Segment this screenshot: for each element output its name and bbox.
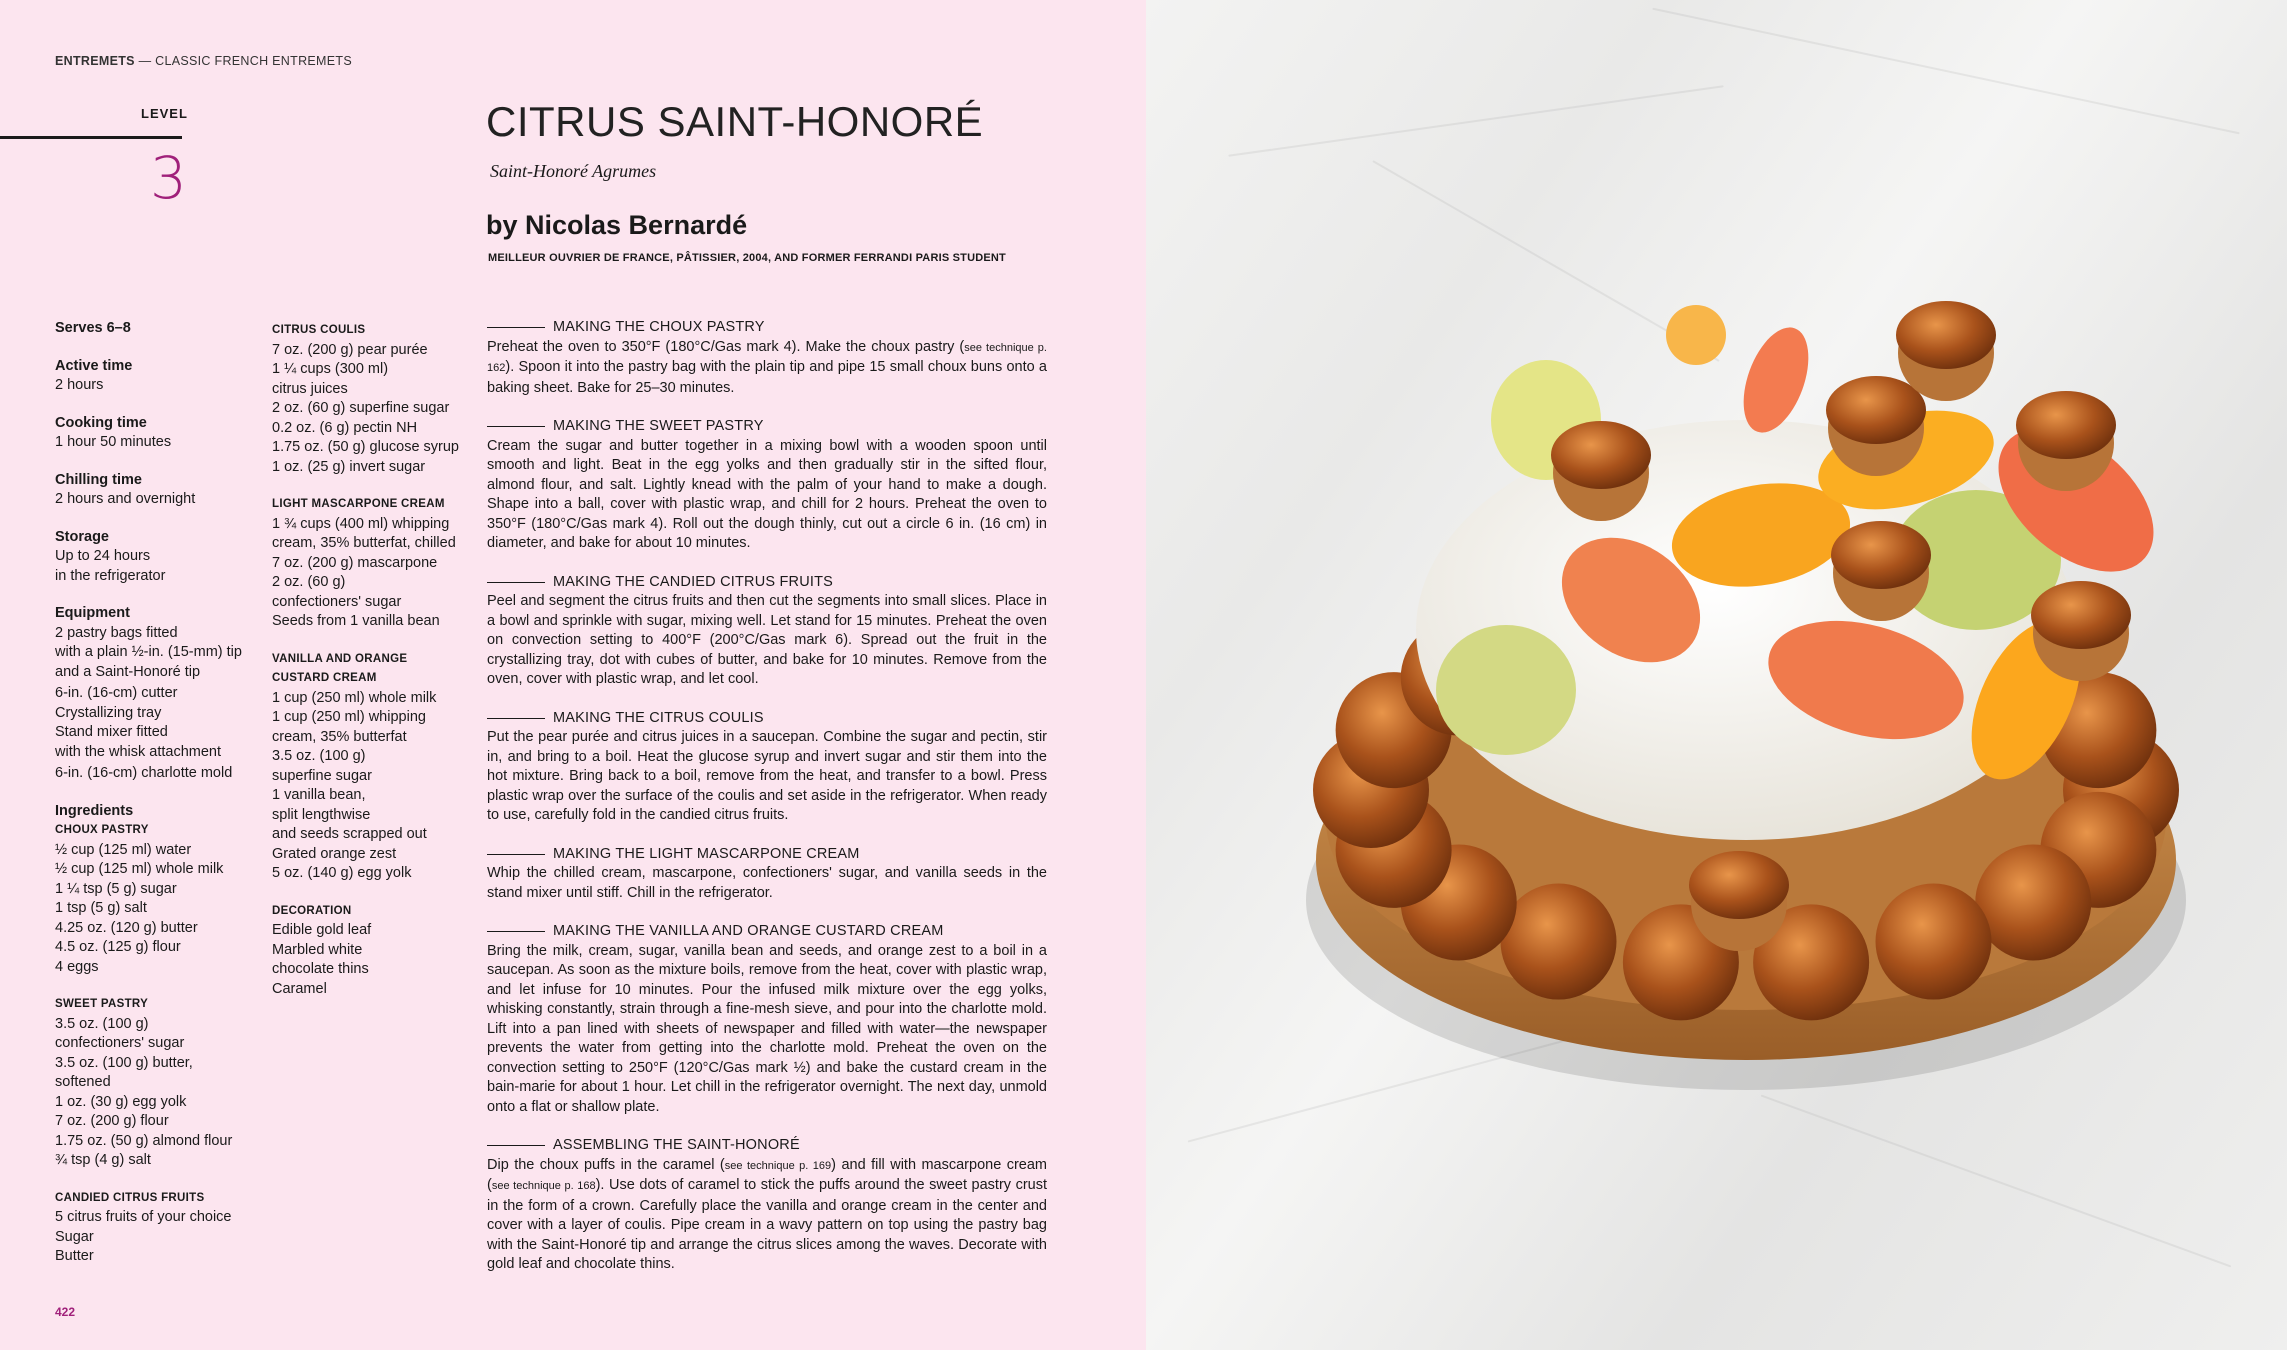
step [487, 1136, 1047, 1275]
equipment-item: and a Saint-Honoré tip [55, 663, 201, 680]
ingredient-item: 3.5 oz. (100 g) [272, 748, 366, 764]
ingredient-item: Butter [55, 1248, 94, 1264]
ingredient-item: 1 ¾ cups (400 ml) whipping [272, 515, 450, 532]
step-heading: MAKING THE CITRUS COULIS [553, 709, 764, 726]
step-text: Dip the choux puffs in the caramel (see technique p. 169) and fill with mascarpone cream (see technique p. 168). Use dots of caramel to stick the puffs around the sweet pastry crust in the form of a crown. Carefully place the vanilla and orange cream in the center and cover with a layer of coulis. Pipe cream in a wavy pattern on top using the pastry bag with the Saint-Honoré tip and arrange the citrus slices among the waves. Decorate with gold leaf and chocolate thins. [487, 1156, 1047, 1272]
equipment-item: 6-in. (16-cm) charlotte mold [55, 765, 233, 781]
ingredient-item: cream, 35% butterfat, chilled [272, 535, 456, 551]
mascarpone-heading: LIGHT MASCARPONE CREAM [272, 498, 445, 510]
ingredient-item: 5 citrus fruits of your choice [55, 1209, 232, 1225]
ingredient-item: 5 oz. (140 g) egg yolk [272, 865, 412, 881]
ingredient-item: citrus juices [272, 380, 348, 397]
ingredient-item: 1.75 oz. (50 g) almond flour [55, 1132, 233, 1149]
step [487, 318, 1047, 398]
step-text: Peel and segment the citrus fruits and then cut the segments into small slices. Place in a bowl and sprinkle with sugar, mixing well. Let stand for 15 minutes. Preheat the oven on convection setting to 400°F (200°C/Gas mark 6). Spread out the fruit in the crystallizing tray, dot with cubes of butter, and bake for 10 minutes. Remove from the oven, cover with plastic wrap, and let cool. [487, 593, 1047, 687]
active-time-label: Active time [55, 357, 133, 374]
recipe-subtitle: Saint-Honoré Agrumes [490, 161, 657, 181]
ingredient-item: 4.25 oz. (120 g) butter [55, 919, 198, 936]
ingredient-item: 2 oz. (60 g) superfine sugar [272, 400, 450, 416]
step [487, 922, 1047, 1117]
running-head-section: ENTREMETS [55, 54, 135, 68]
storage-value: Up to 24 hours [55, 548, 151, 564]
ingredient-item: Marbled white [272, 941, 363, 958]
equipment-item: with a plain ½-in. (15-mm) tip [55, 644, 242, 660]
level-number: 3 [150, 144, 187, 212]
step-heading: MAKING THE CHOUX PASTRY [553, 319, 765, 335]
storage-value: in the refrigerator [55, 567, 166, 584]
decoration-heading: DECORATION [272, 904, 352, 917]
step-heading: MAKING THE SWEET PASTRY [553, 418, 764, 434]
caramel-glaze [2031, 581, 2131, 649]
ingredient-item: 1 cup (250 ml) whole milk [272, 689, 437, 706]
choux-puff [1501, 884, 1617, 1000]
cooking-time-label: Cooking time [55, 414, 147, 431]
level-label: LEVEL [141, 106, 188, 121]
equipment-item: Crystallizing tray [55, 704, 162, 721]
chilling-time-label: Chilling time [55, 471, 142, 488]
step-heading: MAKING THE CANDIED CITRUS FRUITS [553, 573, 834, 590]
ingredient-item: 4 eggs [55, 958, 99, 975]
serves: Serves 6–8 [55, 320, 131, 336]
running-head-sub: CLASSIC FRENCH ENTREMETS [155, 54, 352, 68]
ingredient-item: confectioners' sugar [55, 1035, 185, 1051]
ingredient-item: ¾ tsp (4 g) salt [55, 1152, 151, 1168]
step-text: Cream the sugar and butter together in a mixing bowl with a wooden spoon until smooth and light. Beat in the egg yolks and then gradually stir in the sifted flour, almond flour, and salt. Lightly knead with the palm of your hand to make a dough. Shape into a ball, cover with plastic wrap, and chill for 2 hours. Preheat the oven to 350°F (180°C/Gas mark 4). Roll out the dough thinly, cut out a circle 6 in. (16 cm) in diameter, and bake for about 10 minutes. [487, 437, 1047, 551]
ingredient-item: 3.5 oz. (100 g) butter, [55, 1054, 193, 1071]
ingredients-label: Ingredients [55, 802, 134, 819]
ingredient-item: 7 oz. (200 g) flour [55, 1113, 169, 1129]
caramel-glaze [1551, 421, 1651, 489]
technique-ref: see technique p. 168 [491, 1180, 596, 1192]
ingredient-item: Edible gold leaf [272, 922, 372, 938]
equipment-label: Equipment [55, 605, 130, 621]
ingredient-item: 3.5 oz. (100 g) [55, 1015, 149, 1032]
page-number: 422 [55, 1305, 76, 1319]
choux-puff [1975, 844, 2091, 960]
ingredient-item: 7 oz. (200 g) pear purée [272, 341, 428, 358]
ingredient-item: split lengthwise [272, 806, 371, 823]
step [487, 845, 1047, 904]
step-heading: MAKING THE VANILLA AND ORANGE CUSTARD CREAM [553, 923, 944, 939]
ingredient-item: Seeds from 1 vanilla bean [272, 613, 440, 629]
ingredient-item: cream, 35% butterfat [272, 728, 407, 745]
step-text: Whip the chilled cream, mascarpone, confectioners' sugar, and vanilla seeds in the stand mixer until stiff. Chill in the refrigerator. [487, 865, 1047, 901]
technique-ref: see technique p. 169 [724, 1159, 832, 1172]
ingredient-item: 1 vanilla bean, [272, 787, 366, 803]
ingredient-item: superfine sugar [272, 767, 372, 784]
caramel-glaze [1896, 301, 1996, 369]
ingredient-item: Grated orange zest [272, 845, 397, 862]
custard-heading: CUSTARD CREAM [272, 672, 377, 684]
method-steps [487, 318, 1047, 1294]
ingredient-item: Sugar [55, 1228, 94, 1245]
ingredient-item: 1 tsp (5 g) salt [55, 900, 147, 916]
step-text: Bring the milk, cream, sugar, vanilla bean and seeds, and orange zest to a boil in a saucepan. As soon as the mixture boils, remove from the heat, cover with plastic wrap, and let infuse for 10 minutes. Pour the infused milk mixture over the egg yolks, whisking constantly, strain through a fine-mesh sieve, and pour into the charlotte mold. Lift into a pan lined with sheets of newspaper and filled with water—the newspaper prevents the water from getting into the charlotte mold. Preheat the oven on the convection setting to 250°F (120°C/Gas mark ½) and bake the custard cream in the bain-marie for about 1 hour. Let chill in the refrigerator overnight. The next day, unmold onto a flat or shallow plate. [487, 942, 1047, 1115]
caramel-glaze [1689, 851, 1789, 919]
ingredient-item: and seeds scrapped out [272, 826, 427, 842]
storage-label: Storage [55, 528, 109, 545]
active-time-value: 2 hours [55, 377, 104, 393]
ingredient-item: 1.75 oz. (50 g) glucose syrup [272, 439, 459, 455]
choux-puff [1876, 884, 1992, 1000]
custard-heading: VANILLA AND ORANGE [272, 652, 408, 665]
ingredient-item: ½ cup (125 ml) whole milk [55, 861, 224, 877]
saint-honore-cake-illustration [1146, 0, 2287, 1350]
author-name: by Nicolas Bernardé [486, 210, 748, 240]
step [487, 417, 1047, 554]
running-head [55, 54, 352, 68]
step [487, 709, 1047, 826]
equipment-item: Stand mixer fitted [55, 724, 168, 740]
ingredient-item: chocolate thins [272, 961, 369, 977]
step [487, 573, 1047, 690]
equipment-item: with the whisk attachment [55, 743, 222, 760]
cake-photo [1146, 0, 2287, 1350]
caramel-glaze [1831, 521, 1931, 589]
equipment-item: 2 pastry bags fitted [55, 624, 178, 641]
ingredient-item: Caramel [272, 980, 327, 997]
choux-heading: CHOUX PASTRY [55, 824, 149, 836]
coulis-heading: CITRUS COULIS [272, 324, 366, 336]
step-heading: MAKING THE LIGHT MASCARPONE CREAM [553, 845, 860, 862]
ingredients-column [272, 321, 482, 999]
ingredient-item: 4.5 oz. (125 g) flour [55, 939, 181, 955]
candied-heading: CANDIED CITRUS FRUITS [55, 1191, 205, 1204]
ingredient-item: 0.2 oz. (6 g) pectin NH [272, 419, 418, 436]
step-heading: ASSEMBLING THE SAINT-HONORÉ [553, 1137, 800, 1153]
ingredient-item: 7 oz. (200 g) mascarpone [272, 554, 438, 571]
technique-ref: see technique p. 162 [487, 341, 1047, 374]
step-text: Preheat the oven to 350°F (180°C/Gas mark 4). Make the choux pastry (see technique p. 162). Spoon it into the pastry bag with the plain tip and pipe 15 small choux buns onto a baking sheet. Bake for 25–30 minutes. [487, 338, 1047, 396]
running-head-sep: — [134, 54, 156, 68]
ingredient-item: 1 oz. (30 g) egg yolk [55, 1093, 187, 1110]
ingredient-item: 1 ¼ tsp (5 g) sugar [55, 880, 177, 897]
ingredient-item: 1 oz. (25 g) invert sugar [272, 458, 426, 475]
cooking-time-value: 1 hour 50 minutes [55, 434, 172, 450]
caramel-glaze [2016, 391, 2116, 459]
sweet-pastry-heading: SWEET PASTRY [55, 998, 149, 1010]
ingredient-item: ½ cup (125 ml) water [55, 841, 192, 858]
level-rule [0, 136, 182, 139]
caramel-glaze [1826, 376, 1926, 444]
author-credentials: MEILLEUR OUVRIER DE FRANCE, PÂTISSIER, 2004, AND FORMER FERRANDI PARIS STUDENT [488, 252, 1006, 264]
recipe-title: CITRUS SAINT-HONORÉ [486, 98, 984, 145]
ingredient-item: softened [55, 1074, 111, 1090]
equipment-item: 6-in. (16-cm) cutter [55, 685, 178, 701]
chilling-time-value: 2 hours and overnight [55, 491, 196, 507]
ingredient-item: 1 cup (250 ml) whipping [272, 709, 426, 725]
ingredient-item: 2 oz. (60 g) [272, 574, 346, 590]
ingredient-item: confectioners' sugar [272, 593, 402, 610]
meta-column [55, 319, 255, 1267]
ingredient-item: 1 ¼ cups (300 ml) [272, 361, 389, 377]
step-text: Put the pear purée and citrus juices in a saucepan. Combine the sugar and pectin, stir in, and bring to a boil. Heat the glucose syrup and invert sugar and stir them into the hot mixture. Bring back to a boil, remove from the heat, and transfer to a bowl. Press plastic wrap over the surface of the coulis and set aside in the refrigerator. When ready to use, carefully fold in the candied citrus fruits. [487, 729, 1047, 823]
